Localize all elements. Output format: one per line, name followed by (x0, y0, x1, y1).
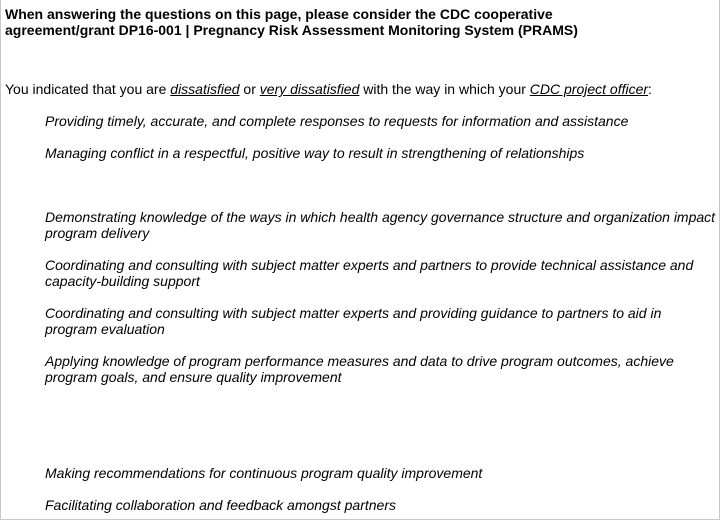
intro-suffix: : (648, 81, 652, 97)
intro-or: or (239, 81, 260, 97)
intro-statement (5, 81, 715, 97)
item-collaboration-feedback: Facilitating collaboration and feedback amongst partners (45, 497, 396, 513)
dissatisfied-text: dissatisfied (170, 81, 240, 97)
item-program-evaluation: Coordinating and consulting with subject matter experts and providing guidance to partners to aid in program evaluation (45, 305, 662, 337)
intro-middle: with the way in which your (359, 81, 530, 97)
item-technical-assistance: Coordinating and consulting with subject matter experts and partners to provide technical assistance and capacity-building support (45, 257, 694, 289)
item-performance-measures: Applying knowledge of program performance measures and data to drive program outcomes, achieve program goals, and ensure quality improvement (45, 353, 674, 385)
item-quality-recommendations: Making recommendations for continuous program quality improvement (45, 465, 483, 481)
page-header (5, 6, 705, 38)
project-officer-text: CDC project officer (529, 81, 649, 97)
item-managing-conflict: Managing conflict in a respectful, positive way to result in strengthening of relationships (45, 145, 585, 161)
item-governance-knowledge: Demonstrating knowledge of the ways in which health agency governance structure and organization impact program delivery (45, 209, 716, 241)
header-line-1: When answering the questions on this page, please consider the CDC cooperative (5, 6, 553, 22)
header-line-2: agreement/grant DP16-001 | Pregnancy Risk Assessment Monitoring System (PRAMS) (5, 22, 578, 38)
item-timely-responses: Providing timely, accurate, and complete responses to requests for information and assistance (45, 113, 629, 129)
intro-prefix: You indicated that you are (5, 81, 171, 97)
very-dissatisfied-text: very dissatisfied (259, 81, 360, 97)
